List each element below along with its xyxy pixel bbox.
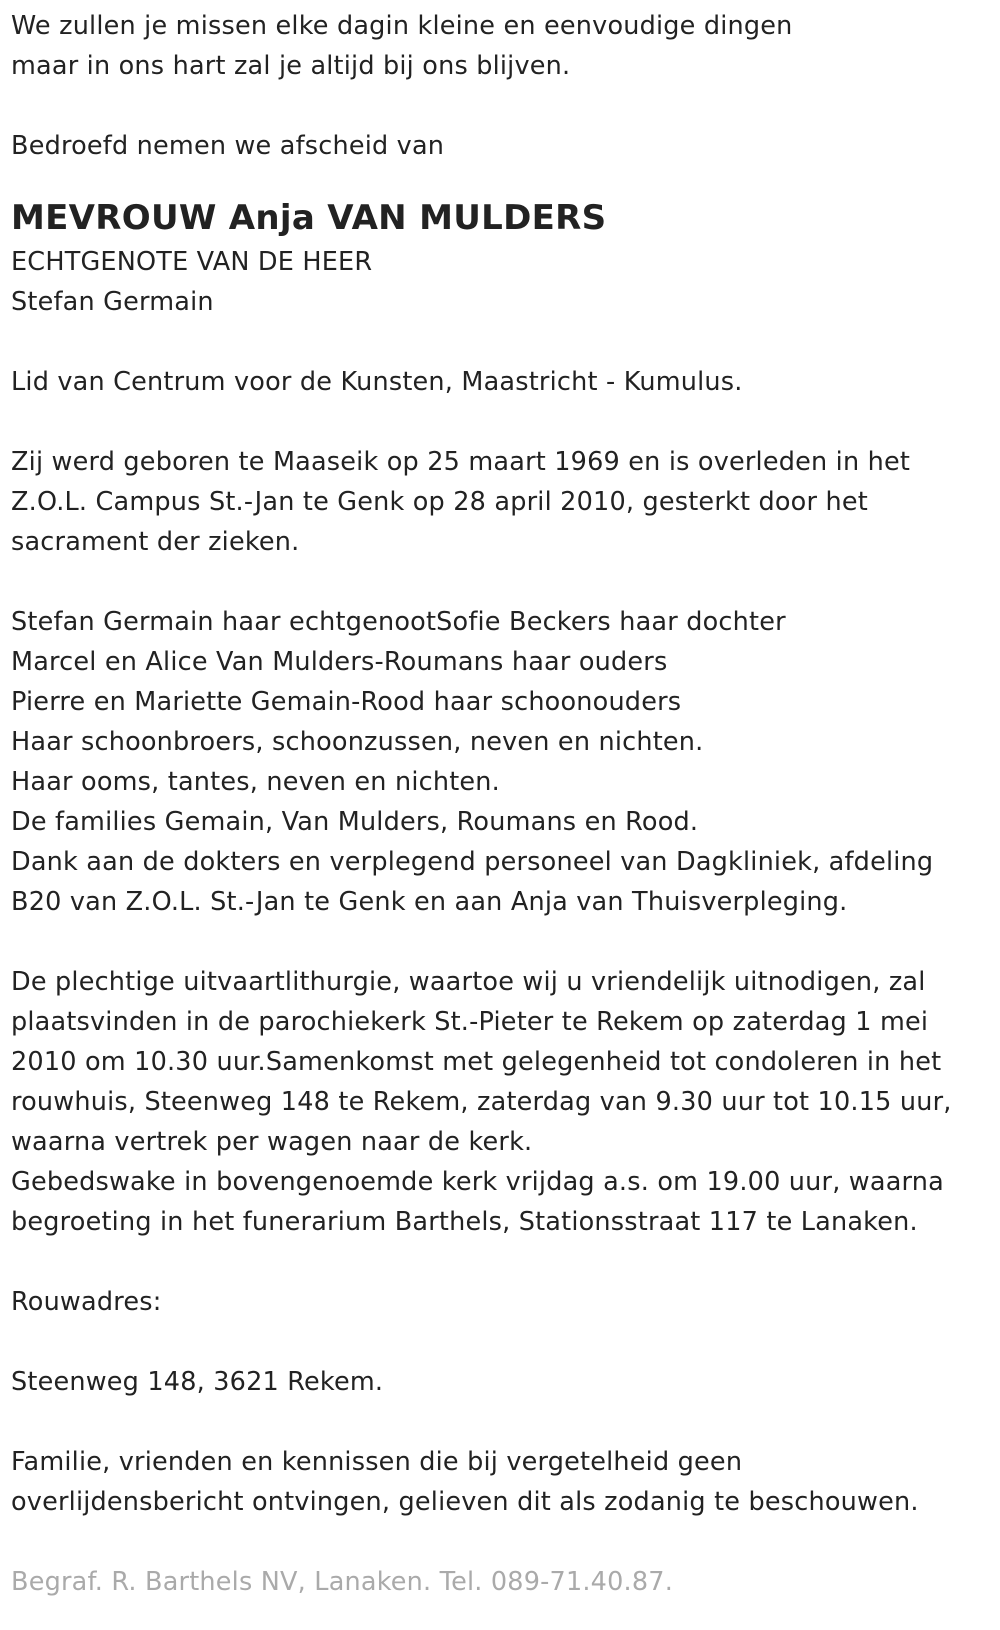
ceremony-line: rouwhuis, Steenweg 148 te Rekem, zaterdag van 9.30 uur tot 10.15 uur, — [11, 1087, 952, 1117]
deceased-block — [11, 196, 975, 322]
notice-line: overlijdensbericht ontvingen, gelieven dit als zodanig te beschouwen. — [11, 1487, 919, 1517]
spacer — [11, 922, 975, 962]
deceased-name: MEVROUW Anja VAN MULDERS — [11, 198, 607, 238]
ceremony-paragraph — [11, 962, 975, 1242]
family-line: Marcel en Alice Van Mulders-Roumans haar ouders — [11, 647, 668, 677]
family-line: B20 van Z.O.L. St.-Jan te Genk en aan Anja van Thuisverpleging. — [11, 887, 848, 917]
ceremony-line: begroeting in het funerarium Barthels, Stationsstraat 117 te Lanaken. — [11, 1207, 918, 1237]
spacer — [11, 1322, 975, 1362]
intro-line: maar in ons hart zal je altijd bij ons blijven. — [11, 51, 571, 81]
mourning-address-label: Rouwadres: — [11, 1287, 162, 1317]
spacer — [11, 1402, 975, 1442]
family-line: De families Gemain, Van Mulders, Roumans en Rood. — [11, 807, 699, 837]
family-line: Haar schoonbroers, schoonzussen, neven en nichten. — [11, 727, 704, 757]
spacer — [11, 86, 975, 126]
intro-verse — [11, 6, 975, 86]
spouse-name: Stefan Germain — [11, 287, 214, 317]
ceremony-line: De plechtige uitvaartlithurgie, waartoe wij u vriendelijk uitnodigen, zal — [11, 967, 926, 997]
announcement-text: Bedroefd nemen we afscheid van — [11, 131, 445, 161]
family-line: Haar ooms, tantes, neven en nichten. — [11, 767, 500, 797]
ceremony-line: 2010 om 10.30 uur.Samenkomst met gelegenheid tot condoleren in het — [11, 1047, 942, 1077]
spacer — [11, 322, 975, 362]
intro-line: We zullen je missen elke dagin kleine en eenvoudige dingen — [11, 11, 793, 41]
mourning-address: Steenweg 148, 3621 Rekem. — [11, 1367, 384, 1397]
spacer — [11, 1242, 975, 1282]
spacer — [11, 1522, 975, 1562]
paragraph-line: Z.O.L. Campus St.-Jan te Genk op 28 april 2010, gesterkt door het — [11, 487, 868, 517]
notice-line: Familie, vrienden en kennissen die bij vergetelheid geen — [11, 1447, 743, 1477]
family-paragraph — [11, 602, 975, 922]
notice-paragraph — [11, 1442, 975, 1522]
ceremony-line: plaatsvinden in de parochiekerk St.-Pieter te Rekem op zaterdag 1 mei — [11, 1007, 929, 1037]
paragraph-line: sacrament der zieken. — [11, 527, 300, 557]
family-line: Pierre en Mariette Gemain-Rood haar schoonouders — [11, 687, 682, 717]
funeral-home-footer: Begraf. R. Barthels NV, Lanaken. Tel. 089-71.40.87. — [11, 1567, 673, 1597]
spacer — [11, 402, 975, 442]
ceremony-line: Gebedswake in bovengenoemde kerk vrijdag a.s. om 19.00 uur, waarna — [11, 1167, 944, 1197]
membership-text: Lid van Centrum voor de Kunsten, Maastricht - Kumulus. — [11, 367, 743, 397]
spouse-label: ECHTGENOTE VAN DE HEER — [11, 247, 373, 277]
family-line: Dank aan de dokters en verplegend personeel van Dagkliniek, afdeling — [11, 847, 934, 877]
spacer — [11, 166, 975, 192]
family-line: Stefan Germain haar echtgenootSofie Beckers haar dochter — [11, 607, 786, 637]
ceremony-line: waarna vertrek per wagen naar de kerk. — [11, 1127, 533, 1157]
birth-death-paragraph — [11, 442, 975, 562]
spacer — [11, 562, 975, 602]
paragraph-line: Zij werd geboren te Maaseik op 25 maart 1969 en is overleden in het — [11, 447, 911, 477]
